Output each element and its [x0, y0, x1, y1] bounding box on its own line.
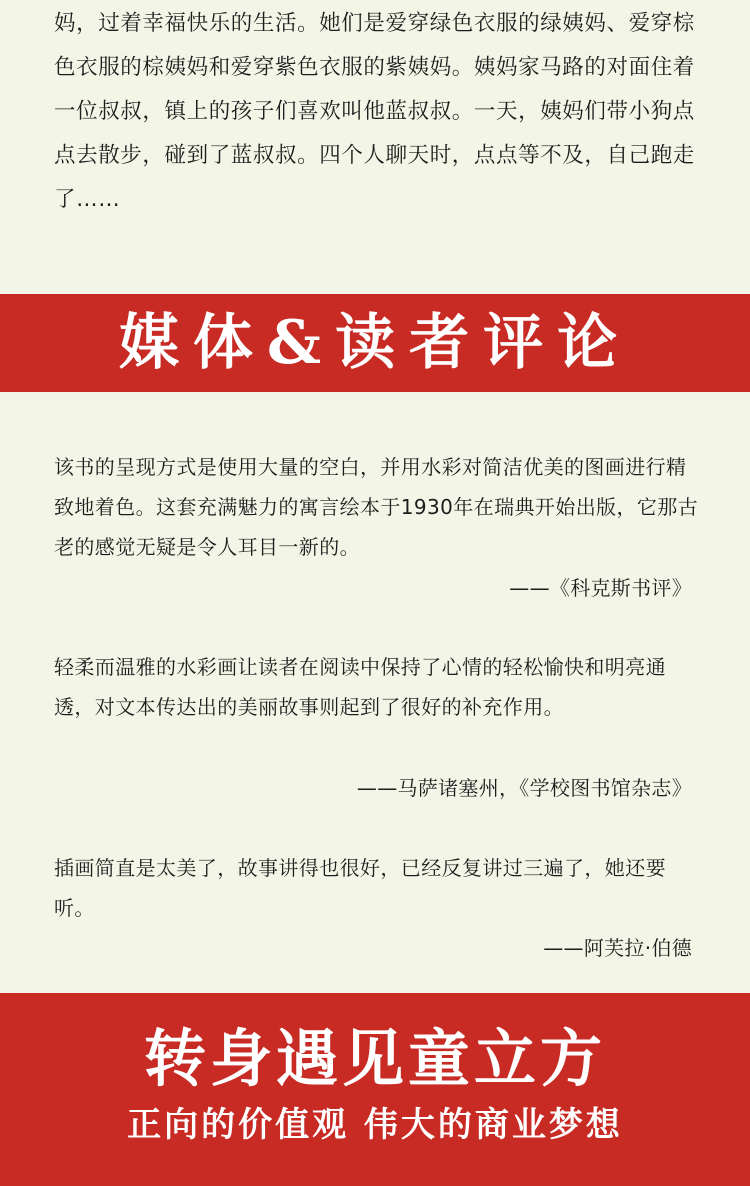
- story-summary: [54, 0, 704, 220]
- review-text: 该书的呈现方式是使用大量的空白，并用水彩对简洁优美的图画进行精致地着色。这套充满魅力的寓言绘本于1930年在瑞典开始出版，它那古老的感觉无疑是令人耳目一新的。: [54, 455, 699, 559]
- brand-footer-banner: [0, 993, 750, 1186]
- review-source: ——阿芙拉·伯德: [543, 936, 692, 960]
- review-text: 插画简直是太美了，故事讲得也很好，已经反复讲过三遍了，她还要听。: [54, 856, 666, 920]
- story-summary-text: 妈，过着幸福快乐的生活。她们是爱穿绿色衣服的绿姨妈、爱穿棕色衣服的棕姨妈和爱穿紫色衣服的紫姨妈。姨妈家马路的对面住着一位叔叔，镇上的孩子们喜欢叫他蓝叔叔。一天，姨妈们带小狗点点去散步，碰到了蓝叔叔。四个人聊天时，点点等不及，自己跑走了……: [54, 11, 695, 212]
- review-source: ——马萨诸塞州，《学校图书馆杂志》: [356, 776, 692, 800]
- review-text: 轻柔而温雅的水彩画让读者在阅读中保持了心情的轻松愉快和明亮通透，对文本传达出的美丽故事则起到了很好的补充作用。: [54, 655, 666, 719]
- brand-tagline: 正向的价值观 伟大的商业梦想: [127, 1105, 623, 1145]
- brand-slogan: 转身遇见童立方: [143, 1022, 606, 1095]
- reviews-banner-title: 媒体&读者评论: [118, 308, 632, 378]
- review-source: ——《科克斯书评》: [509, 576, 692, 600]
- reviews-banner: [0, 294, 750, 392]
